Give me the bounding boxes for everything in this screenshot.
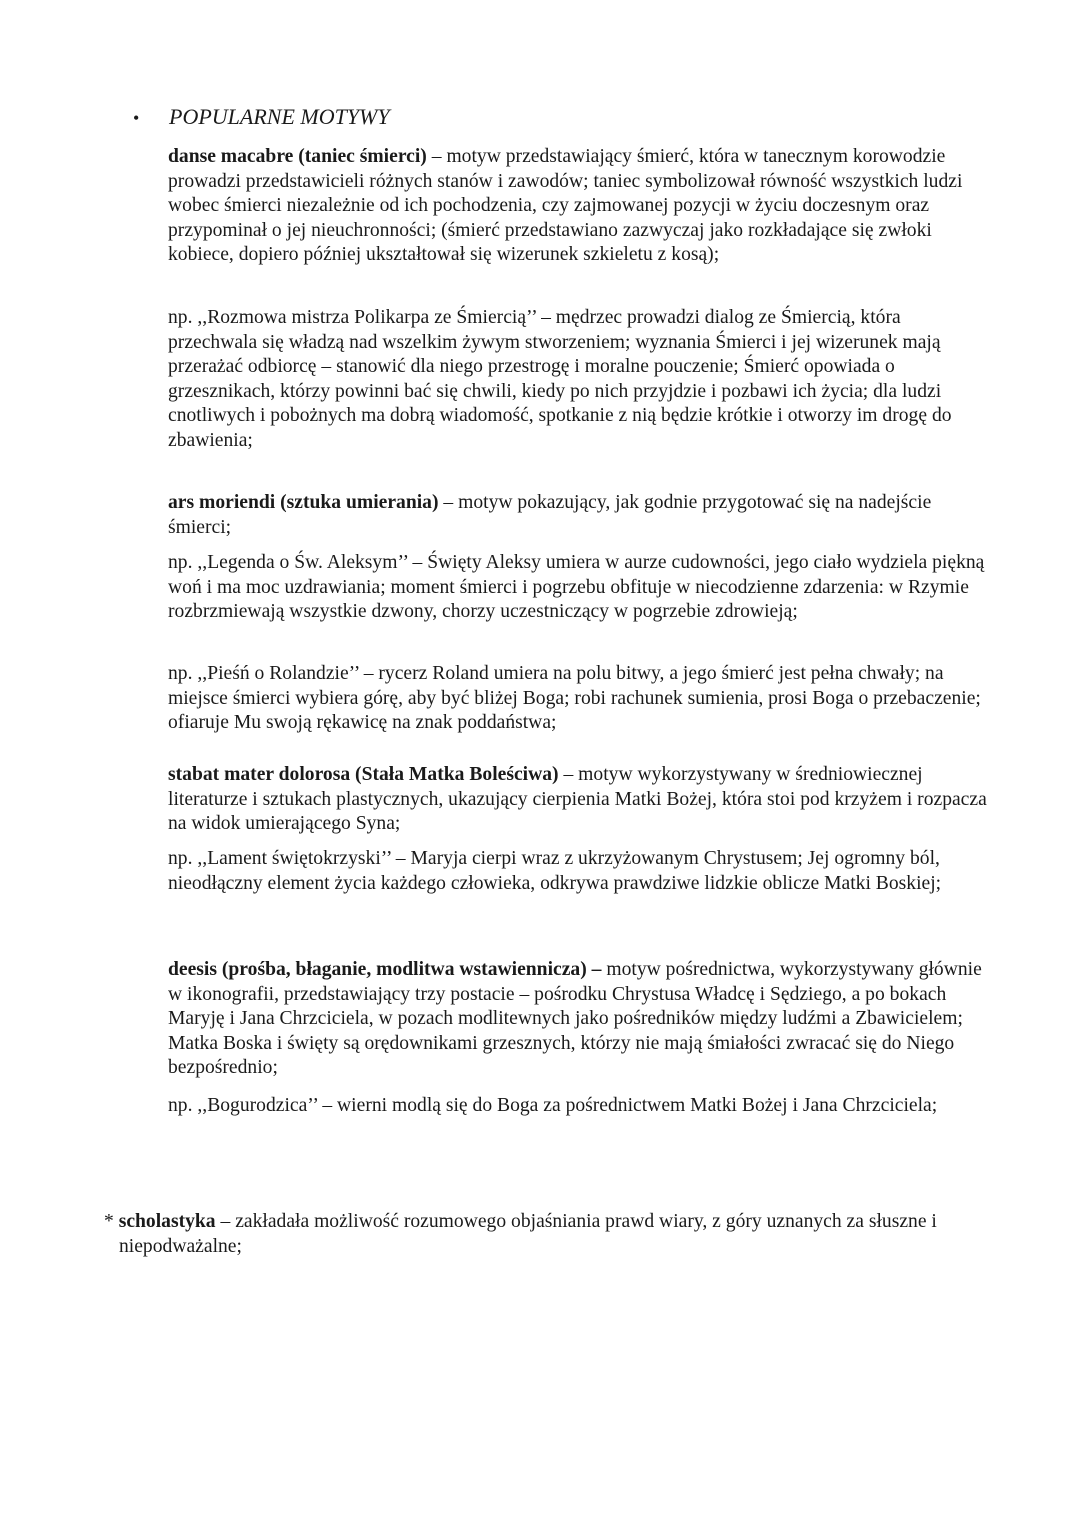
motif-definition: – motyw pokazujący, jak godnie przygotować się na nadejście śmierci; bbox=[168, 492, 932, 538]
footnote-scholastyka bbox=[104, 1210, 999, 1259]
motif-ars-moriendi bbox=[168, 491, 988, 540]
example-lament-swietokrzyski bbox=[168, 847, 988, 896]
example-text: np. ,,Lament świętokrzyski’’ – Maryja cierpi wraz z ukrzyżowanym Chrystusem; Jej ogromny ból, nieodłączny element życia każdego człowieka, odkrywa prawdziwe lidzkie oblicze Matki Boskiej; bbox=[168, 848, 942, 894]
motif-term: danse macabre (taniec śmierci) bbox=[168, 146, 427, 167]
section-heading bbox=[133, 103, 390, 132]
motif-definition: motyw pośrednictwa, wykorzystywany głównie w ikonografii, przedstawiający trzy postacie – pośrodku Chrystusa Władcę i Sędziego, a po bokach Maryję i Jana Chrzciciela, w pozach modlitewnych jako pośredników między ludźmi a Zbawicielem; Matka Boska i święty są orędownikami grzesznych, którzy nie mają śmiałości zwracać się do Niego bezpośrednio; bbox=[168, 959, 982, 1079]
example-text: np. ,,Rozmowa mistrza Polikarpa ze Śmiercią’’ – mędrzec prowadzi dialog ze Śmiercią, która przechwala się władzą nad wszelkim żywym stworzeniem; wyznania Śmierci i jej wizerunek mają przerażać odbiorcę – stanowić dla niego przestrogę i moralne pouczenie; Śmierć opowiada o grzesznikach, którzy powinni bać się chwili, kiedy po nich przyjdzie i pozbawi ich życia; dla ludzi cnotliwych i pobożnych ma dobrą wiadomość, spotkanie z nią będzie krótkie i otworzy im drogę do zbawienia; bbox=[168, 307, 952, 451]
motif-term: ars moriendi (sztuka umierania) bbox=[168, 492, 439, 513]
section-title: POPULARNE MOTYWY bbox=[169, 104, 390, 129]
motif-stabat-mater bbox=[168, 763, 988, 837]
example-text: np. ,,Pieśń o Rolandzie’’ – rycerz Roland umiera na polu bitwy, a jego śmierć jest pełna chwały; na miejsce śmierci wybiera górę, aby być bliżej Boga; robi rachunek sumienia, prosi Boga o przebaczenie; ofiaruje Mu swoją rękawicę na znak poddaństwa; bbox=[168, 663, 981, 734]
bullet-icon: • bbox=[133, 108, 140, 128]
motif-term: deesis (prośba, błaganie, modlitwa wstawiennicza) – bbox=[168, 959, 602, 980]
example-text: np. ,,Legenda o Św. Aleksym’’ – Święty Aleksy umiera w aurze cudowności, jego ciało wydziela piękną woń i ma moc uzdrawiania; moment śmierci i pogrzebu obfituje w niecodzienne zdarzenia: w Rzymie rozbrzmiewają wszystkie dzwony, chorzy uczestniczący w pogrzebie zdrowieją; bbox=[168, 552, 985, 623]
motif-term: stabat mater dolorosa (Stała Matka Boleściwa) bbox=[168, 764, 559, 785]
example-legenda-aleksym bbox=[168, 551, 988, 625]
asterisk-marker: * bbox=[104, 1211, 119, 1232]
example-piesn-rolandzie bbox=[168, 662, 988, 736]
motif-deesis bbox=[168, 958, 988, 1081]
motif-danse-macabre bbox=[168, 145, 988, 268]
motif-definition: – motyw przedstawiający śmierć, która w tanecznym korowodzie prowadzi przedstawicieli różnych stanów i zawodów; taniec symbolizował równość wszystkich ludzi wobec śmierci niezależnie od ich pochodzenia, czy zajmowanej pozycji w życiu doczesnym oraz przypominał o jej nieuchronności; (śmierć przedstawiano zazwyczaj jako rozkładające się zwłoki kobiece, dopiero później ukształtował się wizerunek szkieletu z kosą); bbox=[168, 146, 963, 266]
footnote-definition: – zakładała możliwość rozumowego objaśniania prawd wiary, z góry uznanych za słuszne i niepodważalne; bbox=[119, 1211, 937, 1257]
example-bogurodzica bbox=[168, 1094, 988, 1119]
example-rozmowa-polikarpa bbox=[168, 306, 988, 454]
example-text: np. ,,Bogurodzica’’ – wierni modlą się do Boga za pośrednictwem Matki Bożej i Jana Chrzciciela; bbox=[168, 1095, 938, 1116]
motif-definition: – motyw wykorzystywany w średniowiecznej literaturze i sztukach plastycznych, ukazujący cierpienia Matki Bożej, która stoi pod krzyżem i rozpacza na widok umierającego Syna; bbox=[168, 764, 987, 835]
footnote-term: scholastyka bbox=[118, 1211, 216, 1232]
